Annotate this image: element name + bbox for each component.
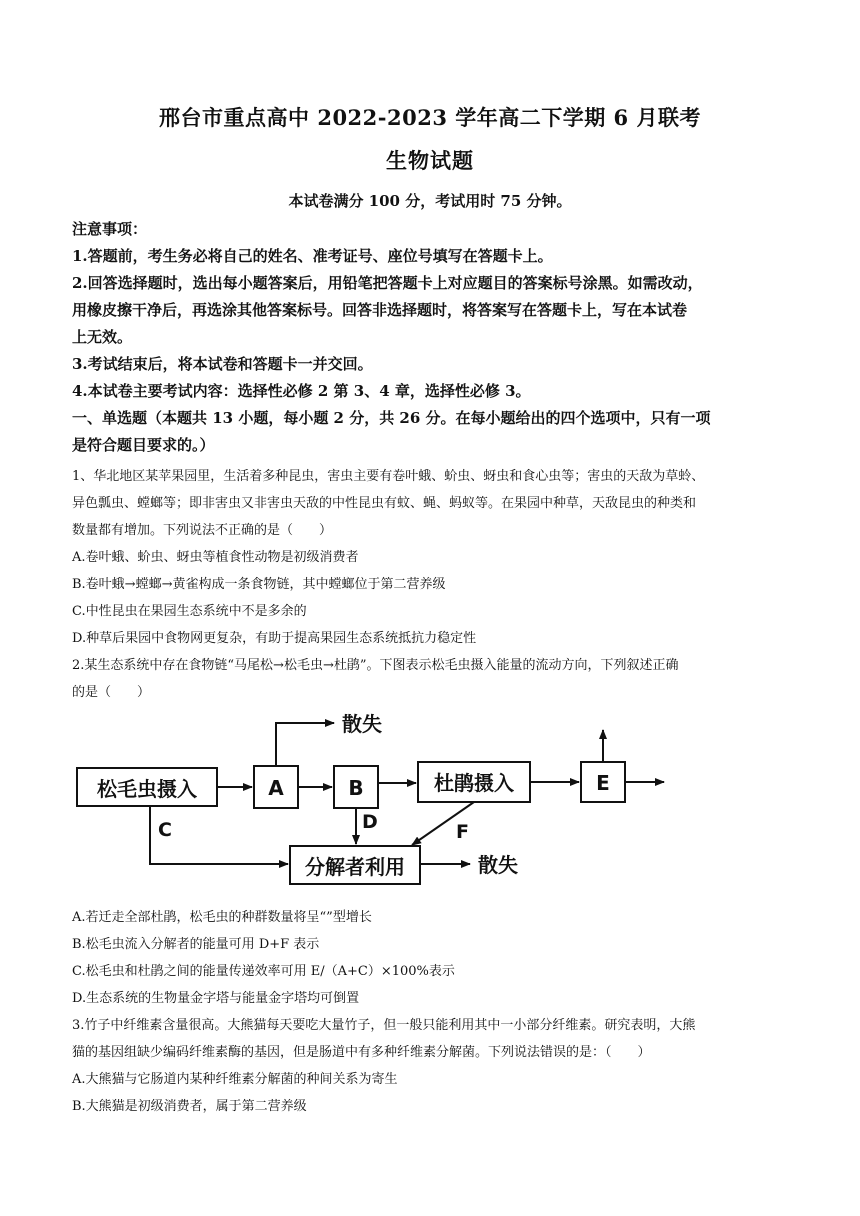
diagram-label-b: B [348,776,364,800]
notice-item: 3.考试结束后，将本试卷和答题卡一并交回。 [72,355,373,373]
question-2-option-d: D.生态系统的生物量金字塔与能量金字塔均可倒置 [72,991,360,1006]
question-3-stem: 3.竹子中纤维素含量很高。大熊猫每天要吃大量竹子，但一般只能利用其中一小部分纤维素。研究表明，大熊 [72,1018,696,1033]
question-1-option-c: C.中性昆虫在果园生态系统中不是多余的 [72,604,307,619]
notice-item: 用橡皮擦干净后，再选涂其他答案标号。回答非选择题时，将答案写在答题卡上，写在本试卷 [72,301,688,319]
question-1-option-d: D.种草后果园中食物网更复杂，有助于提高果园生态系统抵抗力稳定性 [72,631,477,646]
diagram-label-c: C [158,819,172,841]
exam-info: 本试卷满分 100 分，考试用时 75 分钟。 [288,192,572,210]
section-heading: 是符合题目要求的。） [72,436,215,454]
exam-subject: 生物试题 [386,148,474,173]
exam-title: 邢台市重点高中 2022-2023 学年高二下学期 6 月联考 [159,105,701,130]
question-2-option-b: B.松毛虫流入分解者的能量可用 D+F 表示 [72,937,320,952]
question-2-stem: 2.某生态系统中存在食物链“马尾松→松毛虫→杜鹃”。下图表示松毛虫摄入能量的流动方向，下列叙述正确 [72,658,679,673]
section-heading: 一、单选题（本题共 13 小题，每小题 2 分，共 26 分。在每小题给出的四个选项中，只有一项 [72,409,711,427]
diagram-label-sanshi-top: 散失 [342,712,382,736]
question-3-stem: 猫的基因组缺少编码纤维素酶的基因，但是肠道中有多种纤维素分解菌。下列说法错误的是：（ ） [72,1045,651,1060]
notice-item: 4.本试卷主要考试内容：选择性必修 2 第 3、4 章，选择性必修 3。 [72,382,531,400]
question-2-stem: 的是（ ） [72,685,151,700]
diagram-label-dujuan: 杜鹃摄入 [434,771,514,795]
question-1-option-a: A.卷叶蛾、蚧虫、蚜虫等植食性动物是初级消费者 [72,550,359,565]
question-2-option-c: C.松毛虫和杜鹃之间的能量传递效率可用 E/（A+C）×100%表示 [72,964,455,979]
question-2-option-a: A.若迁走全部杜鹃，松毛虫的种群数量将呈“”型增长 [72,910,372,925]
question-1-stem: 异色瓢虫、螳螂等；即非害虫又非害虫天敌的中性昆虫有蚊、蝇、蚂蚁等。在果园中种草，天敌昆虫的种类和 [72,496,697,511]
question-1-stem: 数量都有增加。下列说法不正确的是（ ） [72,523,333,538]
notice-item: 2.回答选择题时，选出每小题答案后，用铅笔把答题卡上对应题目的答案标号涂黑。如需改动， [72,274,703,292]
diagram-label-f: F [456,821,469,843]
diagram-label-decomposer: 分解者利用 [305,855,405,879]
diagram-label-e: E [596,771,610,795]
diagram-label-a: A [268,776,284,800]
notice-item: 1.答题前，考生务必将自己的姓名、准考证号、座位号填写在答题卡上。 [72,247,553,265]
question-3-option-a: A.大熊猫与它肠道内某种纤维素分解菌的种间关系为寄生 [72,1072,398,1087]
diagram-label-songmaochong: 松毛虫摄入 [97,777,197,801]
question-1-option-b: B.卷叶蛾→螳螂→黄雀构成一条食物链，其中螳螂位于第二营养级 [72,577,446,592]
question-1-stem: 1、华北地区某苹果园里，生活着多种昆虫，害虫主要有卷叶蛾、蚧虫、蚜虫和食心虫等；害虫的天敌为草蛉、 [72,469,705,484]
notice-item: 上无效。 [72,328,133,346]
question-3-option-b: B.大熊猫是初级消费者，属于第二营养级 [72,1099,307,1114]
diagram-label-sanshi-bottom: 散失 [478,853,518,877]
notice-heading: 注意事项： [72,220,148,238]
diagram-label-d: D [362,811,378,833]
